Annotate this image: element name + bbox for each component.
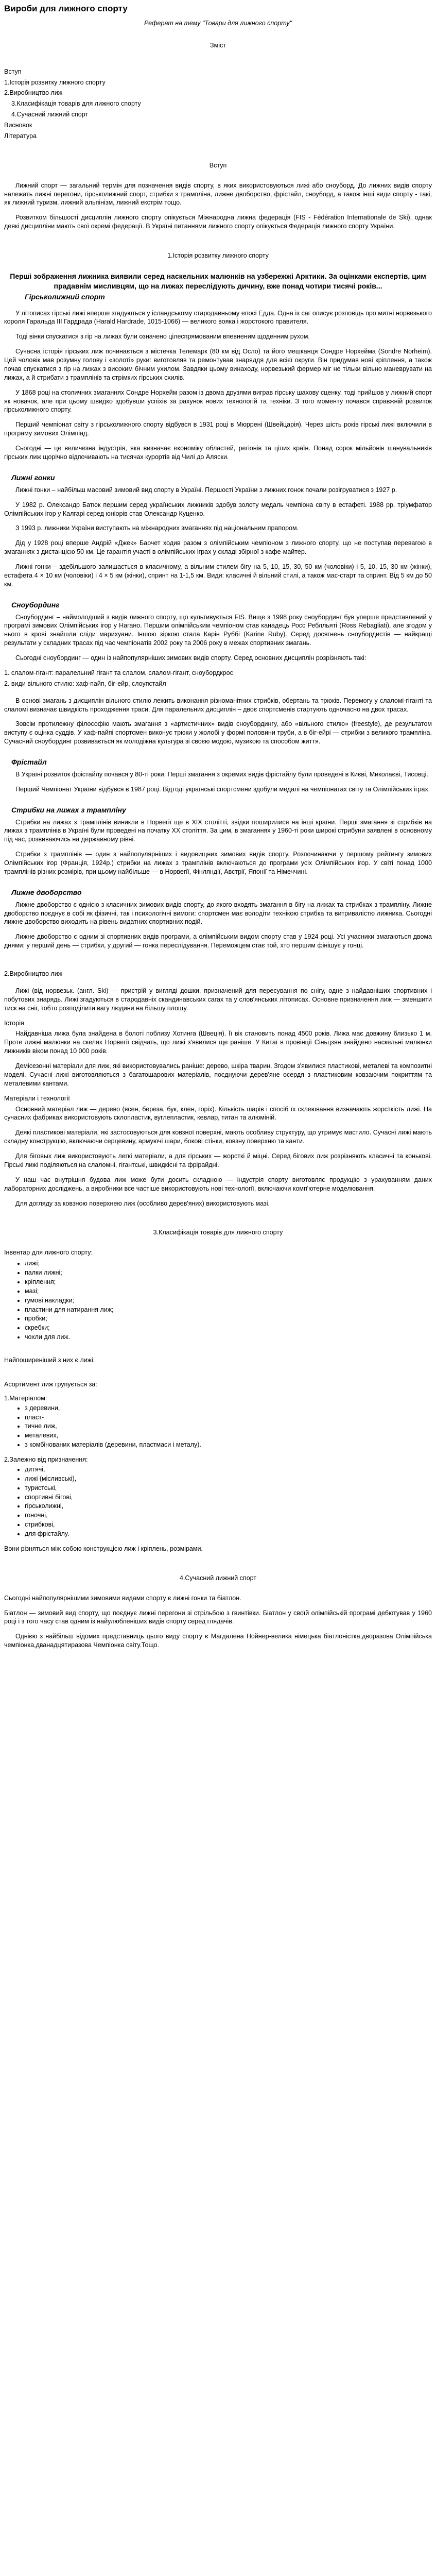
production-subheading: Історія (4, 1019, 24, 1027)
classification-intro: Інвентар для лижного спорту: (4, 1249, 93, 1257)
snowboard-paragraph: Зовсім протилежну філософію мають змагання з «артистичних» видів сноубордингу, або «вільного стилю» (freestyle), де результатом виступу є оцінка суддів. У хаф-пайпі спортсмен виконує трюки у жолобі у формі половини труби, а в біг-ейрі — стрибки з великого трампліна. Сучасний сноубординг розвивається як молодіжна культура зі своєю модою, музикою та способом життя. (4, 720, 432, 745)
production-paragraph: Найдавніша лижа була знайдена в болоті поблизу Хотинга (Швеція). Її вік становить понад 4500 років. Лижа має довжину близько 1 м. Проте лижні малюнки на скелях Норвегії свідчать, що лижі з'явилися ще раніше. У Китаї в провінції Сіньцзян знайдено наскельні малюнки лижників віком понад 10 000 років. (4, 1030, 432, 1055)
ski-racing-heading: Лижні гонки (11, 473, 55, 482)
production-paragraph: Для догляду за ковзною поверхнею лиж (особливо дерев'яних) використовують мазі. (15, 1199, 270, 1207)
toc-item: Література (4, 132, 37, 140)
classification-closing: Вони різняться між собою конструкцією лиж і кріплень, розмірами. (4, 1545, 203, 1552)
list-item: • металевих, (25, 1431, 432, 1440)
production-subheading: Матеріали і технології (4, 1094, 70, 1102)
production-paragraph: Деякі пластикові матеріали, які застосовуються для ковзної поверхні, мають особливу структуру, що утримує мастило. Сучасні лижі мають складну конструкцію, включаючи серцевину, армуючі шари, бокові стінки, ковзну поверхню та канти. (4, 1129, 432, 1145)
freestyle-paragraph: В Україні розвиток фрістайлу почався у 80-ті роки. Перші змагання з окремих видів фрістайлу були проведені в Києві, Миколаєві, Тисовці. (15, 770, 428, 778)
modern-paragraph: Однією з найбільш відомих представниць цього виду спорту є Магдалена Нойнер-велика німецька біатлоністка,дворазова Олімпійська чемпіонка,дванадцятиразова Чемпіонка світу.Тощо. (4, 1633, 432, 1649)
purpose-list (4, 1465, 432, 1538)
list-item: • спортивні бігові, (25, 1493, 432, 1502)
production-heading: 2.Виробництво лиж (4, 970, 63, 978)
list-item: • гумові накладки; (25, 1296, 432, 1305)
list-item: • гоночні, (25, 1511, 432, 1520)
list-item: • лижі (місливські), (25, 1475, 432, 1483)
history-paragraph: У 1868 році на столичних змаганнях Сондре Норхейм разом із двома друзями виграв гірську шахову сценку, тоді прийшов у лижний спорт як новачок, але при цьому швидко здобувши успіхів за рахунок нових технологій та техніки. З того моменту почався справжній розвиток гірськолижного спорту. (4, 388, 432, 414)
list-item: • для фрістайлу. (25, 1530, 432, 1538)
history-heading: 1.Історія розвитку лижного спорту (167, 252, 269, 260)
modern-paragraph: Біатлон — зимовий вид спорту, що поєднує лижні перегони зі стрільбою з гвинтівки. Біатлон у своїй олімпійській програмі дебютував у 1960 році і з того часу став одним із найулюбленіших видів спорту серед глядачів. (4, 1609, 432, 1625)
material-list (4, 1404, 432, 1449)
ski-jumping-paragraph: Стрибки на лижах з трамплінів виникли в Норвегії ще в XIX столітті, звідки поширилися на інші країни. Перші змагання зі стрибків на лижах з трамплінів в Україні були проведені на початку XX століття. За цим, в змаганнях у 1960-ті роки широкі стрибуни заявлені в основному під час, розвиваючись на державному рівні. (4, 818, 432, 843)
intro-paragraph: Лижний спорт — загальний термін для позначення видів спорту, в яких використовуються лижі або сноуборд. До лижних видів спорту належать лижні перегони, гірськолижний спорт, стрибки з трампліна, лижне двоборство, фрістайл, сноуборд, а також інші види спорту - такі, як лижний туризм, лижний альпінізм, лижний екстрім тощо. (4, 181, 432, 207)
modern-heading: 4.Сучасний лижний спорт (179, 1574, 257, 1582)
list-item: • стрибкові, (25, 1520, 432, 1529)
snowboard-paragraph: В основі змагань з дисциплін вільного стилю лежить виконання різноманітних стрибків, обертань та трюків. Перемогу у слаломі-гіганті та слаломі визначає швидкість проходження траси. Для паралельних дисциплін – двоє спортсменів стартують одночасно на двох трасах. (4, 697, 432, 713)
combined-paragraph: Лижне двоборство є одним зі спортивних видів програми, а олімпійським видом спорту став у 1924 році. Усі учасники змагаються двома днями: у перший день — стрибки, у другий — гонка переслідування. Переможцем стає той, хто першим фінішує у гонці. (4, 933, 432, 950)
snowboard-paragraph: Сьогодні сноубординг — один із найпопулярніших зимових видів спорту. Серед основних дисциплін розрізняють такі: (15, 654, 367, 662)
ski-racing-paragraph: Дід у 1928 році вперше Андрій «Джек» Барчет ходив разом з олімпійським чемпіоном з лижного спорту, що не поступав перевагою в змаганнях з дистанцією 50 км. Це гарантія участі в олімпійських іграх у складі збірної з кафе-майтер. (4, 539, 432, 556)
combined-paragraph: Лижне двоборство є однією з класичних зимових видів спорту, до якого входять змагання в бігу на лижах та стрибках з трампліну. Лижне двоборство поєднує в собі як фізичні, так і психологічні вимоги: спортсмен має володіти технікою стрибка та витривалістю лижника. Сьогодні лижне двоборство виходить на рівень видатних спортивних подій. (4, 901, 432, 926)
list-item: • пластини для натирання лиж; (25, 1306, 432, 1314)
intro-heading: Вступ (209, 161, 227, 169)
ski-jumping-heading: Стрибки на лижах з трампліну (11, 805, 126, 814)
intro-paragraph: Розвитком більшості дисциплін лижного спорту опікується Міжнародна лижна федерація (FIS - Fédération Internationale de Ski), однак деякі дисципліни мають свої окремі федерації. В Україні питаннями лижного спорту опікується Федерація лижного спорту України. (4, 214, 432, 230)
list-item: • з комбінованих матеріалів (деревини, пластмаси і металу). (25, 1440, 432, 1449)
equipment-list (4, 1259, 432, 1342)
assortment-intro: Асортимент лиж групується за: (4, 1380, 97, 1388)
snowboard-heading: Сноубординг (11, 600, 60, 609)
toc-item: 4.Сучасний лижний спорт (11, 111, 89, 118)
ski-racing-paragraph: Лижні гонки – найбільш масовий зимовий вид спорту в Україні. Першості України з лижних гонок почали розігруватися з 1927 р. (15, 486, 397, 494)
snowboard-list-item: 2. види вільного стилю: хаф-пайп, біг-ейр, слоупстайл (4, 680, 166, 687)
history-subheading: Гірськолижний спорт (25, 292, 105, 301)
classification-heading: 3.Класифікація товарів для лижного спорту (153, 1229, 283, 1236)
group-title: 2.Залежно від призначення: (4, 1456, 88, 1464)
freestyle-heading: Фрістайл (11, 758, 47, 767)
history-paragraph: У літописах гірські лижі вперше згадуються у ісландському стародавньому епосі Едда. Одна із саг описує розповідь про митні норвезького короля Гаральда III Гардрада (Harald Hardrade, 1015-1066) — великого вояка і жорстокого правителя. (4, 309, 432, 326)
toc-item: Вступ (4, 67, 22, 75)
snowboard-paragraph: Сноубординг – наймолодший з видів лижного спорту, що культивується FIS. Вище з 1998 року сноубординг був уперше представлений у програмі зимових Олімпійських ігор у Нагано. Першим олімпійським чемпіоном став канадець Росс Реблльяті (Ross Rebagliati), але згодом у нього в крові знайшли сліди марихуани. Іншою зіркою стала Карін Руббі (Karine Ruby). Серед досягнень сноубордистів — найкращі результати у складних трасах під час чемпіонатів 2002 року та 2006 року в межах спортивних змагань. (4, 613, 432, 647)
list-item: • дитячі, (25, 1465, 432, 1474)
ski-racing-paragraph: З 1993 р. лижники України виступають на міжнародних змаганнях під національним прапором. (15, 524, 299, 532)
history-paragraph: Перший чемпіонат світу з гірськолижного спорту відбувся в 1931 році в Мюррені (Швейцарія). Через шість років гірські лижі включили в програму зимових Олімпіад. (4, 421, 432, 437)
combined-heading: Лижне двоборство (11, 888, 82, 896)
classification-note: Найпоширеніший з них є лижі. (4, 1357, 95, 1364)
production-paragraph: Лижі (від норвезьк. (англ. Ski) — пристрій у вигляді дошки, призначений для пересування по снігу, одне з найдавніших спортивних і побутових знарядь. Лижі згадуються в стародавніх скандинавських сагах та у слов'янських літописах. Основне призначення лиж — зменшити тиск на сніг, тобто розподілити вагу людини на більшу площу. (4, 987, 432, 1012)
list-item: • з деревини, (25, 1404, 432, 1413)
history-paragraph: Тоді вінки спускатися з гір на лижах були означено цілеспрямованим впевненим щоденним рухом. (15, 333, 310, 341)
subtitle: Реферат на тему "Товари для лижного спорту" (144, 19, 292, 27)
list-item: • туристські, (25, 1484, 432, 1493)
toc-item: 1.Історія розвитку лижного спорту (4, 78, 106, 86)
list-item: • пробки; (25, 1314, 432, 1323)
production-paragraph: Для біговых лиж використовують легкі матеріали, а для гірських — жорсткі й міцні. Серед бігових лиж розрізняють класичні та конькові. Гірські лижі поділяються на слаломні, гігантські, швидкісні та фрірайдні. (4, 1153, 432, 1168)
ski-racing-paragraph: У 1982 р. Олександр Батюк першим серед українських лижників здобув золоту медаль чемпіона світу в естафеті. 1988 рр. тріумфатор Олімпійських ігор у Калгарі серед юніорів став Олександр Куценко. (4, 501, 432, 517)
list-item: • скребки; (25, 1324, 432, 1332)
ski-jumping-paragraph: Стрибки з трамплінів — один з найпопулярніших і видовищних зимових видів спорту. Розпочинаючи у першому рейтингу зимових Олімпійських ігор (Франція, 1924р.) стрибки на лижах з трамплінів включаються до програми усіх Олімпійських ігор. У світі понад 1000 трамплінів різних розмірів, при цьому найбільше — в Норвегії, Фінляндії, Австрії, Японії та Німеччині. (4, 851, 432, 875)
toc-heading: Зміст (210, 41, 226, 49)
list-item: • тичне лиж, (25, 1422, 432, 1431)
list-item: • гірськолижні, (25, 1502, 432, 1511)
production-paragraph: Демісезонні матеріали для лиж, які використовувались раніше: дерево, шкіра тварин. Згодом з'явилися пластикові, металеві та композитні моделі. Сучасні лижі виготовляються з багатошарових матеріалів, поєднуючи дерев'яне осердя з пластиковим ковзаючим покриттям та металевими кантами. (4, 1062, 432, 1087)
production-paragraph: Основний матеріал лиж — дерево (ясен, береза, бук, клен, горіх). Кількість шарів і спосіб їх склеювання визначають жорсткість лижі. На сучасних фабриках використовують склопластик, вуглепластик, кевлар, титан та алюміній. (4, 1105, 432, 1122)
modern-paragraph: Сьогодні найпопулярнішими зимовими видами спорту є лижні гонки та біатлон. (4, 1594, 241, 1602)
toc-item: 2.Виробництво лиж (4, 89, 63, 97)
freestyle-paragraph: Перший Чемпіонат України відбувся в 1987 році. Відтоді українські спортсмени здобули медалі на чемпіонатах світу та Олімпійських іграх. (15, 785, 430, 793)
snowboard-list-item: 1. слалом-гігант: паралельний гігант та слалом, слалом-гігант, сноубордкрос (4, 669, 233, 676)
list-item: • мазі; (25, 1287, 432, 1296)
production-paragraph: У наш час внутрішня будова лиж може бути досить складною — індустрія спорту виготовляє продукцію з урахуванням даних лабораторних досліджень, а виробники все частіше використовують нові технології, включаючи комп'ютерне моделювання. (4, 1176, 432, 1192)
history-paragraph: Сьогодні — це величезна індустрія, яка визначає економіку областей, регіонів та цілих країн. Понад сорок мільйонів шанувальників гірських лиж щорічно відпочивають на тисячах курортів від Чилі до Аляски. (4, 445, 432, 461)
history-paragraph: Сучасна історія гірських лиж починається з містечка Телемарк (80 км від Осло) та його мешканця Сондре Норхейма (Sondre Norheim). Цей чоловік мав розумну голову і «золоті» руки: виготовляв та ремонтував знаряддя для всієї округи. Він придумав нові кріплення, а також почав спускатися з гір на лижах з високим бічним ухилом. Завдяки цьому винаходу, норвезький фермер міг не тільки вільно маневрувати на лижах, а й стрибати з трамплінів та стрімких гірських схилів. (4, 348, 432, 381)
list-item: • кріплення; (25, 1278, 432, 1286)
history-bold-heading: Перші зображення лижника виявили серед наскельних малюнків на узбережжі Арктики. За оцінками експертів, цим прадавнім мисливцям, що на лижах переслідують дичину, вже понад чотири тисячі років... (10, 272, 426, 290)
list-item: • лижі; (25, 1259, 432, 1268)
page-title: Вироби для лижного спорту (4, 4, 128, 13)
group-title: 1.Матеріалом: (4, 1394, 47, 1402)
toc-item: Висновок (4, 122, 32, 129)
list-item: • чохли для лиж. (25, 1333, 432, 1342)
ski-racing-paragraph: Лижні гонки – здебільшого залишається в класичному, а вільним стилем бігу на 5, 10, 15, 30, 50 км (чоловіки) і 5, 10, 15, 30 км (жінки), естафета 4 × 10 км (чоловіки) і 4 × 5 км (жінки), спринт на 1-1,5 км. Види: класичні й вільний стилі, а також мас-старт та спринт. Від 5 км до 50 км. (4, 563, 432, 588)
list-item: • палки лижні; (25, 1268, 432, 1277)
toc-item: 3.Класифікація товарів для лижного спорту (11, 100, 141, 108)
list-item: • пласт- (25, 1413, 432, 1422)
table-of-contents (4, 67, 432, 141)
